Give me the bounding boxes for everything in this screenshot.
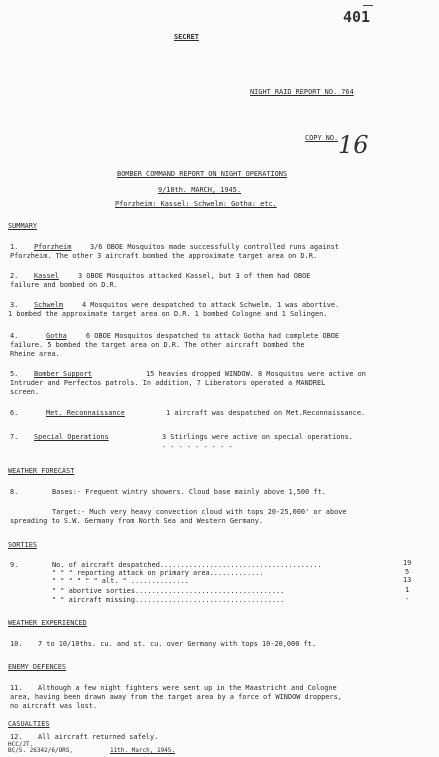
sortie-label: " " " reporting attack on primary area............. <box>52 569 264 577</box>
item-label: Gotha <box>46 332 67 340</box>
item-text: failure. 5 bombed the target area on D.R. The other aircraft bombed the <box>10 341 305 349</box>
item-number: 3. <box>10 301 19 309</box>
page-number: 401 <box>343 8 371 26</box>
targets-line: Pforzheim: Kassel: Schwelm: Gotha: etc. <box>115 200 277 208</box>
item-text: Rheine area. <box>10 350 60 358</box>
sortie-label: " " abortive sorties.................................... <box>52 587 285 595</box>
handwritten-mark <box>363 5 373 6</box>
sortie-label: " " " " " " alt. " .............. <box>52 577 189 585</box>
document-title: BOMBER COMMAND REPORT ON NIGHT OPERATIONS <box>117 170 288 178</box>
enemy-defences-heading: ENEMY DEFENCES <box>8 663 67 671</box>
item-number: 1. <box>10 243 19 251</box>
footer-reference: HCC/JT. <box>8 741 34 748</box>
item-text: 6 OBOE Mosquitos despatched to attack Gotha had complete OBOE <box>86 332 340 340</box>
summary-heading: SUMMARY <box>8 222 38 230</box>
enemy-defences-text: Although a few night fighters were sent up in the Maastricht and Cologne <box>38 684 337 692</box>
sortie-value: 13 <box>403 576 412 584</box>
report-number: NIGHT RAID REPORT NO. 764 <box>250 88 354 96</box>
item-number: 4. <box>10 332 19 340</box>
item-label: Bomber Support <box>34 370 93 378</box>
enemy-defences-text: no aircraft was lost. <box>10 702 98 710</box>
item-text: 1 bombed the approximate target area on D.R. 1 bombed Cologne and 1 Solingen. <box>8 310 328 318</box>
sortie-value: 19 <box>403 559 412 567</box>
item-text: 3/6 OBOE Mosquitos made successfully controlled runs against <box>90 243 339 251</box>
enemy-defences-text: area, having been drawn away from the target area by a force of WINDOW droppers, <box>10 693 342 701</box>
item-number: 8. <box>10 488 19 496</box>
footer-file-number: BC/S. 26342/6/ORS, <box>8 747 74 754</box>
item-number: 12. <box>10 733 23 741</box>
item-text: 4 Mosquitos were despatched to attack Schwelm. 1 was abortive. <box>82 301 340 309</box>
item-number: 6. <box>10 409 19 417</box>
item-label: Special Operations <box>34 433 109 441</box>
item-number: 5. <box>10 370 19 378</box>
sortie-value: 5 <box>405 568 410 576</box>
item-text: 15 heavies dropped WINDOW. 8 Mosquitos were active on <box>146 370 366 378</box>
bases-forecast: Bases:- Frequent wintry showers. Cloud base mainly above 1,500 ft. <box>52 488 326 496</box>
item-text: failure and bombed on D.R. <box>10 281 118 289</box>
weather-forecast-heading: WEATHER FORECAST <box>8 467 75 475</box>
report-date: 9/10th. MARCH, 1945. <box>158 186 241 194</box>
target-forecast: Target:- Much very heavy convection cloud with tops 20-25,000' or above <box>52 508 347 516</box>
item-text: 1 aircraft was despatched on Met.Reconnaissance. <box>166 409 366 417</box>
item-label: Kassel <box>34 272 59 280</box>
footer-date: 11th. March, 1945. <box>110 747 176 754</box>
item-text: screen. <box>10 388 40 396</box>
copy-number-label: COPY NO. <box>305 134 339 142</box>
dash-separator: - - - - - - - - - <box>162 443 233 451</box>
item-text: Intruder and Perfectos patrols. In addition, 7 Liberators operated a MANDREL <box>10 379 326 387</box>
classification: SECRET <box>174 33 199 41</box>
sortie-label: " " aircraft missing.................................... <box>52 596 285 604</box>
weather-experienced-heading: WEATHER EXPERIENCED <box>8 619 87 627</box>
sortie-value: - <box>405 595 410 603</box>
item-label: Schwelm <box>34 301 64 309</box>
sortie-label: No. of aircraft despatched....................................... <box>52 561 322 569</box>
casualties-heading: CASUALTIES <box>8 720 50 728</box>
item-text: 3 OBOE Mosquitos attacked Kassel, but 3 of them had OBOE <box>78 272 311 280</box>
casualties-text: All aircraft returned safely. <box>38 733 159 741</box>
item-number: 10. <box>10 640 23 648</box>
copy-number-handwritten: 16 <box>338 131 369 159</box>
item-number: 7. <box>10 433 19 441</box>
sorties-heading: SORTIES <box>8 541 38 549</box>
item-text: Pforzheim. The other 3 aircraft bombed the approximate target area on D.R. <box>10 252 317 260</box>
item-label: Met. Reconnaissance <box>46 409 125 417</box>
weather-experienced-text: 7 to 10/10ths. cu. and st. cu. over Germany with tops 10-20,000 ft. <box>38 640 316 648</box>
target-forecast-cont: spreading to S.W. Germany from North Sea and Western Germany. <box>10 517 264 525</box>
item-number: 11. <box>10 684 23 692</box>
sortie-value: 1 <box>405 586 410 594</box>
item-number: 9. <box>10 561 19 569</box>
item-number: 2. <box>10 272 19 280</box>
item-text: 3 Stirlings were active on special operations. <box>162 433 353 441</box>
item-label: Pforzheim <box>34 243 72 251</box>
